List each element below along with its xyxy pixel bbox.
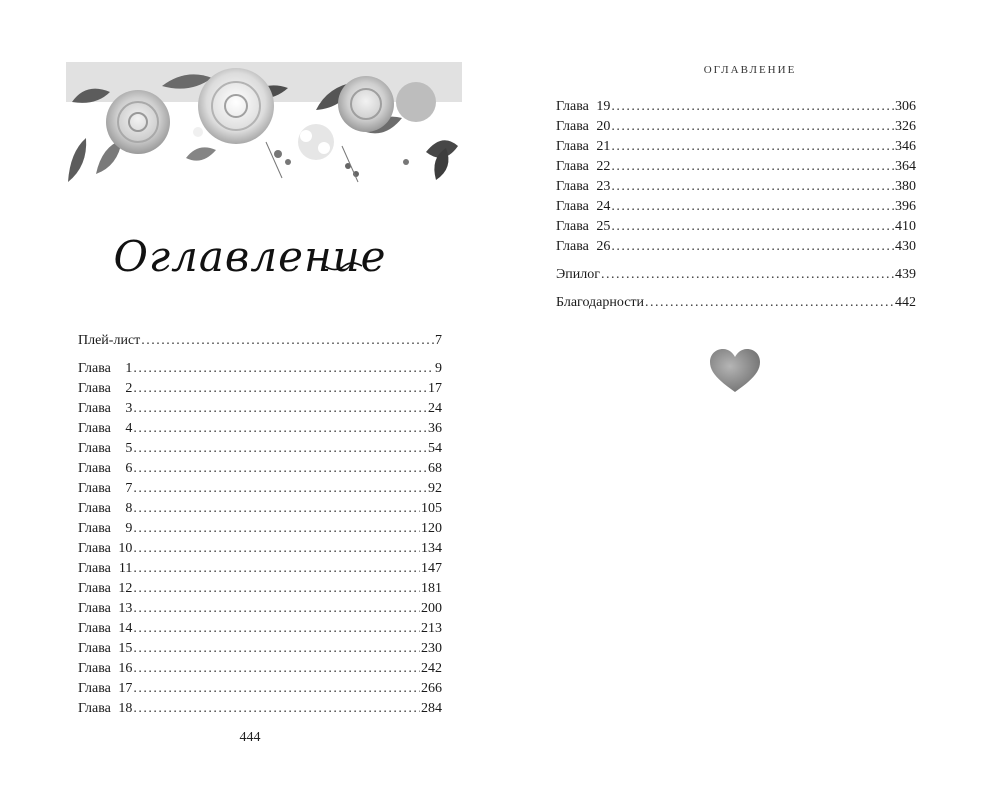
toc-entry-chapter-16[interactable] — [78, 659, 442, 679]
dot-leader — [601, 265, 894, 285]
toc-entry-acknowledgements[interactable] — [556, 293, 916, 313]
entry-label: Глава — [78, 381, 111, 396]
entry-label: Глава — [78, 641, 111, 656]
toc-entry-playlist[interactable] — [78, 331, 442, 351]
toc-entry-chapter-15[interactable] — [78, 639, 442, 659]
entry-label: Глава — [78, 461, 111, 476]
chapter-number: 26 — [596, 239, 611, 254]
entry-page: 396 — [895, 199, 916, 214]
toc-entry-chapter-24[interactable] — [556, 197, 916, 217]
dot-leader — [133, 679, 420, 699]
entry-label: Глава — [78, 661, 111, 676]
chapter-number: 11 — [118, 561, 133, 576]
entry-label: Глава — [78, 361, 111, 376]
chapter-number: 3 — [125, 401, 133, 416]
chapter-number: 1 — [125, 361, 133, 376]
entry-page: 92 — [428, 481, 442, 496]
entry-label: Благодарности — [556, 295, 645, 310]
entry-label: Глава — [78, 481, 111, 496]
toc-entry-chapter-5[interactable] — [78, 439, 442, 459]
toc-entry-chapter-14[interactable] — [78, 619, 442, 639]
dot-leader — [133, 399, 427, 419]
dot-leader — [133, 439, 427, 459]
entry-label: Глава — [78, 421, 111, 436]
chapter-number: 21 — [596, 139, 611, 154]
dot-leader — [611, 117, 894, 137]
dot-leader — [133, 379, 427, 399]
chapter-number: 12 — [118, 581, 133, 596]
title-swash-ornament — [322, 260, 362, 274]
dot-leader — [133, 559, 420, 579]
entry-label: Эпилог — [556, 267, 600, 282]
chapter-number: 18 — [118, 701, 133, 716]
toc-entry-chapter-10[interactable] — [78, 539, 442, 559]
dot-leader — [133, 639, 420, 659]
entry-label: Глава — [556, 159, 589, 174]
entry-page: 9 — [435, 361, 442, 376]
entry-label: Глава — [78, 581, 111, 596]
chapter-number: 7 — [125, 481, 133, 496]
dot-leader — [133, 499, 420, 519]
toc-entry-chapter-4[interactable] — [78, 419, 442, 439]
entry-page: 364 — [895, 159, 916, 174]
chapter-number: 5 — [125, 441, 133, 456]
chapter-number: 13 — [118, 601, 133, 616]
toc-entry-chapter-22[interactable] — [556, 157, 916, 177]
dot-leader — [611, 97, 894, 117]
running-head: ОГЛАВЛЕНИЕ — [703, 64, 797, 76]
entry-label: Глава — [78, 541, 111, 556]
entry-page: 200 — [421, 601, 442, 616]
entry-page: 24 — [428, 401, 442, 416]
entry-page: 120 — [421, 521, 442, 536]
chapter-number: 6 — [125, 461, 133, 476]
chapter-number: 10 — [118, 541, 133, 556]
entry-label: Глава — [78, 401, 111, 416]
entry-page: 430 — [895, 239, 916, 254]
chapter-number: 20 — [596, 119, 611, 134]
entry-label: Глава — [78, 561, 111, 576]
chapter-number: 24 — [596, 199, 611, 214]
entry-page: 326 — [895, 119, 916, 134]
entry-page: 442 — [895, 295, 916, 310]
dot-leader — [133, 359, 434, 379]
dot-leader — [611, 217, 894, 237]
entry-page: 147 — [421, 561, 442, 576]
toc-list-left — [78, 331, 442, 719]
toc-entry-chapter-1[interactable] — [78, 359, 442, 379]
dot-leader — [133, 419, 427, 439]
entry-page: 54 — [428, 441, 442, 456]
toc-entry-chapter-2[interactable] — [78, 379, 442, 399]
toc-entry-chapter-8[interactable] — [78, 499, 442, 519]
chapter-number: 22 — [596, 159, 611, 174]
chapter-number: 2 — [125, 381, 133, 396]
chapter-number: 25 — [596, 219, 611, 234]
entry-page: 242 — [421, 661, 442, 676]
toc-entry-chapter-26[interactable] — [556, 237, 916, 257]
entry-label: Глава — [78, 441, 111, 456]
chapter-number: 19 — [596, 99, 611, 114]
entry-page: 68 — [428, 461, 442, 476]
entry-label: Глава — [556, 119, 589, 134]
entry-page: 17 — [428, 381, 442, 396]
chapter-number: 15 — [118, 641, 133, 656]
entry-page: 36 — [428, 421, 442, 436]
chapter-number: 17 — [118, 681, 133, 696]
page-number: 444 — [239, 730, 261, 745]
chapter-number: 8 — [125, 501, 133, 516]
toc-entry-chapter-25[interactable] — [556, 217, 916, 237]
dot-leader — [133, 599, 420, 619]
dot-leader — [133, 579, 420, 599]
chapter-number: 4 — [125, 421, 133, 436]
entry-page: 266 — [421, 681, 442, 696]
chapter-number: 9 — [125, 521, 133, 536]
entry-page: 284 — [421, 701, 442, 716]
dot-leader — [611, 137, 894, 157]
dot-leader — [611, 157, 894, 177]
entry-page: 346 — [895, 139, 916, 154]
dot-leader — [133, 619, 420, 639]
toc-entry-chapter-12[interactable] — [78, 579, 442, 599]
entry-label: Глава — [78, 501, 111, 516]
dot-leader — [611, 177, 894, 197]
toc-entry-chapter-11[interactable] — [78, 559, 442, 579]
toc-entry-chapter-20[interactable] — [556, 117, 916, 137]
entry-page: 105 — [421, 501, 442, 516]
dot-leader — [133, 539, 420, 559]
entry-label: Глава — [556, 179, 589, 194]
entry-label: Глава — [556, 219, 589, 234]
entry-label: Глава — [556, 199, 589, 214]
watercolor-heart-icon — [708, 348, 762, 394]
toc-entry-chapter-3[interactable] — [78, 399, 442, 419]
entry-label: Глава — [78, 521, 111, 536]
toc-entry-chapter-7[interactable] — [78, 479, 442, 499]
dot-leader — [133, 479, 427, 499]
dot-leader — [133, 459, 427, 479]
toc-entry-chapter-19[interactable] — [556, 97, 916, 117]
entry-label: Глава — [556, 99, 589, 114]
entry-page: 230 — [421, 641, 442, 656]
entry-page: 181 — [421, 581, 442, 596]
entry-label: Глава — [78, 701, 111, 716]
dot-leader — [133, 519, 420, 539]
entry-page: 7 — [435, 333, 442, 348]
entry-label: Глава — [556, 139, 589, 154]
dot-leader — [141, 331, 434, 351]
chapter-number: 14 — [118, 621, 133, 636]
entry-label: Глава — [78, 681, 111, 696]
dot-leader — [611, 237, 894, 257]
entry-label: Плей-лист — [78, 333, 141, 348]
toc-entry-chapter-18[interactable] — [78, 699, 442, 719]
entry-page: 134 — [421, 541, 442, 556]
entry-label: Глава — [78, 601, 111, 616]
entry-page: 306 — [895, 99, 916, 114]
dot-leader — [611, 197, 894, 217]
toc-entry-chapter-17[interactable] — [78, 679, 442, 699]
entry-label: Глава — [556, 239, 589, 254]
entry-page: 380 — [895, 179, 916, 194]
toc-entry-chapter-21[interactable] — [556, 137, 916, 157]
toc-entry-chapter-6[interactable] — [78, 459, 442, 479]
toc-entry-chapter-23[interactable] — [556, 177, 916, 197]
entry-page: 410 — [895, 219, 916, 234]
entry-label: Глава — [78, 621, 111, 636]
chapter-number: 16 — [118, 661, 133, 676]
dot-leader — [133, 699, 420, 719]
dot-leader — [645, 293, 894, 313]
toc-entry-chapter-13[interactable] — [78, 599, 442, 619]
toc-list-right — [556, 97, 916, 313]
toc-entry-epilogue[interactable] — [556, 265, 916, 285]
entry-page: 439 — [895, 267, 916, 282]
dot-leader — [133, 659, 420, 679]
chapter-list-left — [78, 359, 442, 719]
entry-page: 213 — [421, 621, 442, 636]
floral-roses-illustration — [66, 62, 462, 190]
chapter-number: 23 — [596, 179, 611, 194]
chapter-list-right — [556, 97, 916, 257]
toc-entry-chapter-9[interactable] — [78, 519, 442, 539]
toc-title: Оглавление — [113, 232, 387, 281]
